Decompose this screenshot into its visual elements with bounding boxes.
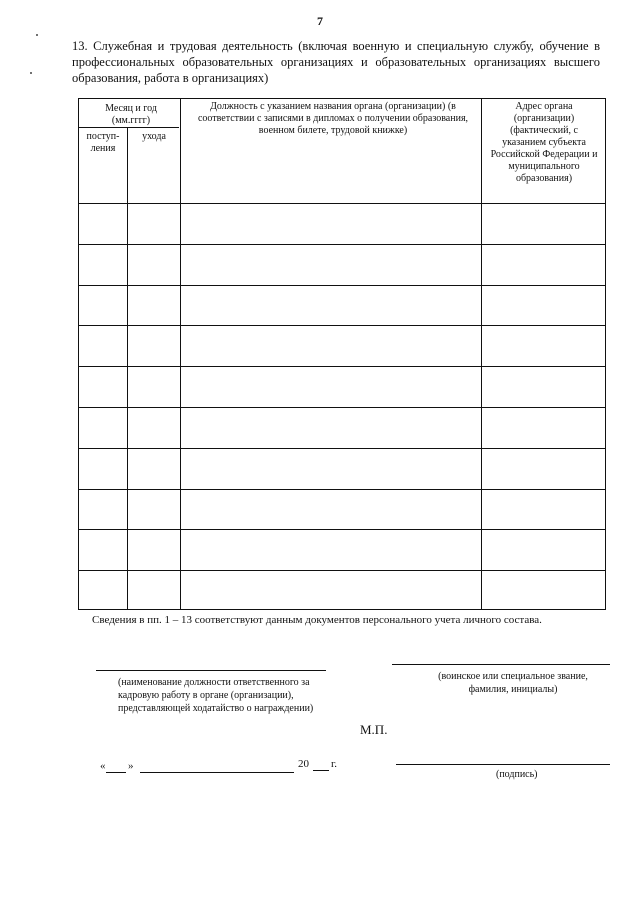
period-header-divider [79,127,179,128]
date-year-suffix: г. [331,758,338,770]
page-number: 7 [317,14,323,28]
table-row [79,570,605,611]
table-row [79,489,605,530]
date-month-line [140,772,294,773]
signature-line [396,764,610,765]
table-row [79,407,605,448]
section-title: 13. Служебная и трудовая деятельность (включая военную и специальную службу, обучение в профессиональных образовательных организациях и образовательных организациях высшего образования, работа в организациях) [72,39,600,85]
end-column-header: ухода [142,131,166,142]
period-header: Месяц и год (мм.гггг) [105,103,157,126]
scan-dot [30,72,32,74]
scan-dot [36,34,38,36]
table-row [79,203,605,244]
stamp-label: М.П. [360,722,388,737]
table-row [79,285,605,326]
position-column-header: Должность с указанием названия органа (организации) (в соответствии с записями в дипломах о получении образования, военном билете, трудовой книжке) [197,101,469,136]
table-row [79,366,605,407]
work-history-table [78,98,606,610]
table-row [79,448,605,489]
table-row [79,529,605,570]
signature-caption: (подпись) [496,769,538,780]
date-year-line [313,770,329,771]
date-open-quote: « [100,760,106,772]
right-signature-caption: (воинское или специальное звание, фамилия, инициалы) [438,671,588,695]
date-year-prefix: 20 [298,758,309,770]
date-day-line [106,772,126,773]
start-column-header: поступ- ления [86,131,120,154]
address-column-header: Адрес органа (организации) (фактический, с указанием субъекта Российской Федерации и муниципального образования) [490,101,598,184]
left-signature-caption: (наименование должности ответственного за кадровую работу в органе (организации), представляющей ходатайство о награждении) [118,677,314,714]
table-row [79,325,605,366]
right-signature-line [392,664,610,665]
date-close-quote: » [128,760,134,772]
table-note: Сведения в пп. 1 – 13 соответствуют данным документов персонального учета личного состава. [92,614,542,626]
left-signature-line [96,670,326,671]
table-row [79,244,605,285]
